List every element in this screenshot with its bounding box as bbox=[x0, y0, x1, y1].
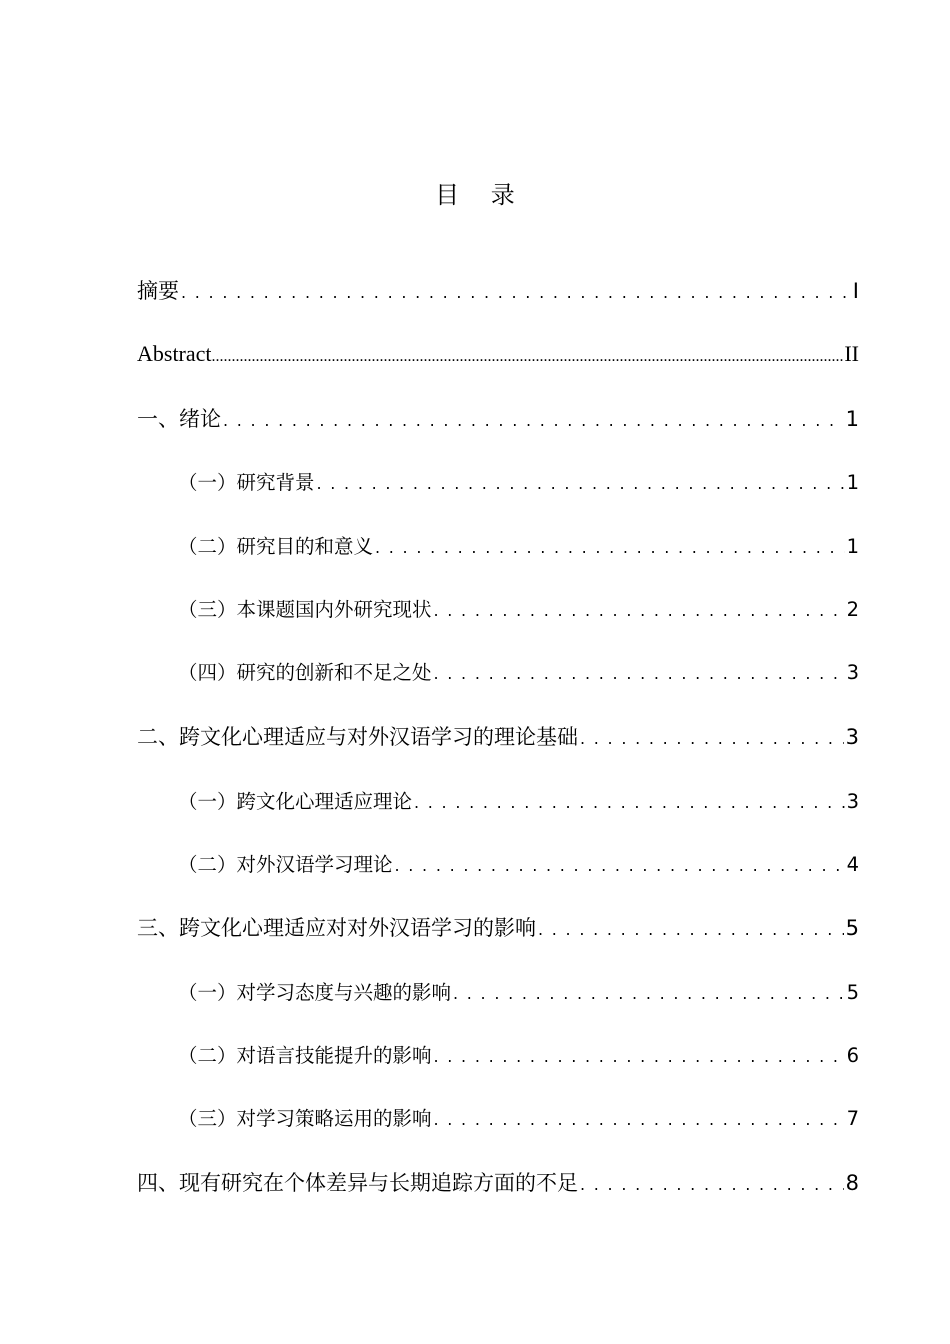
toc-entry-label: （二）对语言技能提升的影响 bbox=[178, 1044, 432, 1067]
dot-leader bbox=[375, 531, 845, 565]
toc-entry[interactable] bbox=[178, 848, 859, 882]
toc-entry-label: （二）研究目的和意义 bbox=[178, 535, 374, 558]
dot-leader bbox=[317, 467, 845, 501]
toc-entry-label: 摘要 bbox=[137, 279, 179, 303]
dot-leader bbox=[434, 594, 845, 628]
toc-entry-page: 1 bbox=[846, 471, 859, 494]
dot-leader bbox=[395, 849, 845, 883]
toc-entry[interactable] bbox=[137, 911, 859, 945]
toc-entry-page: 1 bbox=[845, 407, 859, 431]
dot-leader bbox=[580, 722, 844, 756]
toc-entry-label: （一）跨文化心理适应理论 bbox=[178, 790, 413, 813]
toc-entry-page: 7 bbox=[846, 1107, 859, 1130]
toc-entry-page: 5 bbox=[845, 916, 859, 940]
dot-leader bbox=[434, 1040, 845, 1074]
toc-entry-page: 1 bbox=[846, 535, 859, 558]
toc-entry-page: 4 bbox=[846, 853, 859, 876]
toc-entry-label: 一、绪论 bbox=[137, 407, 221, 431]
toc-entry-page: I bbox=[852, 279, 859, 303]
toc-entry[interactable] bbox=[178, 785, 859, 819]
toc-entry-label: （四）研究的创新和不足之处 bbox=[178, 661, 432, 684]
toc-entry-label: 四、现有研究在个体差异与长期追踪方面的不足 bbox=[137, 1171, 578, 1195]
dot-leader bbox=[538, 913, 844, 947]
toc-entry-page: 3 bbox=[845, 725, 859, 749]
toc-entry-label: （三）本课题国内外研究现状 bbox=[178, 598, 432, 621]
toc-entry[interactable] bbox=[137, 274, 859, 308]
toc-entry[interactable] bbox=[178, 530, 859, 564]
toc-entry-label: 二、跨文化心理适应与对外汉语学习的理论基础 bbox=[137, 725, 578, 749]
toc-entry[interactable] bbox=[178, 976, 859, 1010]
toc-entry-page: 8 bbox=[845, 1171, 859, 1195]
toc-entry[interactable] bbox=[178, 1102, 859, 1136]
toc-entry-label: （二）对外汉语学习理论 bbox=[178, 853, 393, 876]
toc-entry[interactable] bbox=[137, 337, 859, 371]
toc-entry-page: 3 bbox=[846, 661, 859, 684]
toc-entry-label: （一）研究背景 bbox=[178, 471, 315, 494]
toc-entry[interactable] bbox=[178, 593, 859, 627]
toc-entry[interactable] bbox=[178, 466, 859, 500]
toc-entry-page: 5 bbox=[846, 981, 859, 1004]
dot-leader bbox=[212, 340, 845, 374]
toc-entry[interactable] bbox=[137, 1166, 859, 1200]
dot-leader bbox=[580, 1168, 844, 1202]
dot-leader bbox=[181, 276, 851, 310]
page-title: 目 录 bbox=[435, 181, 527, 209]
toc-entry-label: 三、跨文化心理适应对对外汉语学习的影响 bbox=[137, 916, 536, 940]
dot-leader bbox=[453, 977, 845, 1011]
toc-entry[interactable] bbox=[137, 402, 859, 436]
toc-entry-label: （一）对学习态度与兴趣的影响 bbox=[178, 981, 452, 1004]
dot-leader bbox=[223, 404, 844, 438]
toc-entry[interactable] bbox=[178, 656, 859, 690]
toc-entry[interactable] bbox=[178, 1039, 859, 1073]
toc-entry-label: Abstract bbox=[137, 341, 212, 366]
dot-leader bbox=[414, 786, 845, 820]
toc-entry[interactable] bbox=[137, 720, 859, 754]
toc-entry-page: 3 bbox=[846, 790, 859, 813]
toc-entry-page: 2 bbox=[846, 598, 859, 621]
toc-entry-label: （三）对学习策略运用的影响 bbox=[178, 1107, 432, 1130]
dot-leader bbox=[434, 657, 845, 691]
dot-leader bbox=[434, 1103, 845, 1137]
toc-entry-page: 6 bbox=[846, 1044, 859, 1067]
toc-entry-page: II bbox=[844, 341, 859, 366]
